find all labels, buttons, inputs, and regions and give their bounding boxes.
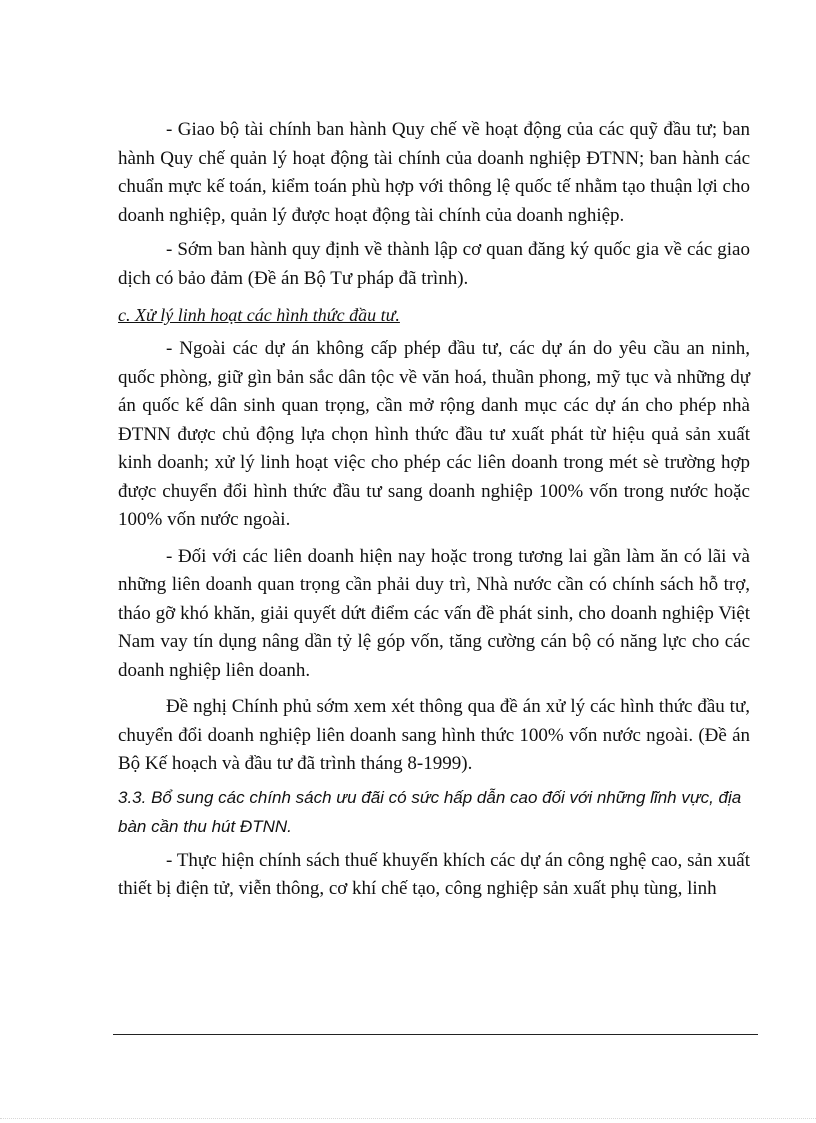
paragraph-secured-transactions: - Sớm ban hành quy định về thành lập cơ quan đăng ký quốc gia về các giao dịch có bảo đảm (Đề án Bộ Tư pháp đã trình). (118, 239, 750, 289)
page-bottom-edge (0, 1118, 816, 1119)
footer-divider (113, 1034, 758, 1035)
paragraph-tax-incentives: - Thực hiện chính sách thuế khuyến khích các dự án công nghệ cao, sản xuất thiết bị điện tử, viễn thông, cơ khí chế tạo, công nghiệp sản xuất phụ tùng, linh (118, 849, 750, 899)
document-body (118, 116, 750, 910)
section-heading-c: c. Xử lý linh hoạt các hình thức đầu tư. (118, 305, 400, 325)
paragraph-investment-forms: - Ngoài các dự án không cấp phép đầu tư, các dự án do yêu cầu an ninh, quốc phòng, giữ gìn bản sắc dân tộc về văn hoá, thuần phong, mỹ tục và những dự án quốc kế dân sinh quan trọng, cần mở rộng danh mục các dự án cho phép nhà ĐTNN được chủ động lựa chọn hình thức đầu tư xuất phát từ hiệu quả sản xuất kinh doanh; xử lý linh hoạt việc cho phép các liên doanh trong mét sè trường hợp được chuyển đổi hình thức đầu tư sang doanh nghiệp 100% vốn trong nước hoặc 100% vốn nước ngoài. (118, 338, 750, 530)
paragraph-joint-ventures: - Đối với các liên doanh hiện nay hoặc trong tương lai gần làm ăn có lãi và những liên doanh quan trọng cần phải duy trì, Nhà nước cần có chính sách hỗ trợ, tháo gỡ khó khăn, giải quyết dứt điểm các vấn đề phát sinh, cho doanh nghiệp Việt Nam vay tín dụng nâng dần tỷ lệ góp vốn, tăng cường cán bộ có năng lực cho các doanh nghiệp liên doanh. (118, 545, 750, 681)
paragraph-finance-regulations: - Giao bộ tài chính ban hành Quy chế về hoạt động của các quỹ đầu tư; ban hành Quy chế quản lý hoạt động tài chính của doanh nghiệp ĐTNN; ban hành các chuẩn mực kế toán, kiểm toán phù hợp với thông lệ quốc tế nhằm tạo thuận lợi cho doanh nghiệp, quản lý được hoạt động tài chính của doanh nghiệp. (118, 119, 750, 226)
section-heading-3-3: 3.3. Bổ sung các chính sách ưu đãi có sức hấp dẫn cao đối với những lĩnh vực, địa bàn cần thu hút ĐTNN. (118, 787, 742, 836)
paragraph-government-proposal: Đề nghị Chính phủ sớm xem xét thông qua đề án xử lý các hình thức đầu tư, chuyển đổi doanh nghiệp liên doanh sang hình thức 100% vốn nước ngoài. (Đề án Bộ Kế hoạch và đầu tư đã trình tháng 8-1999). (118, 696, 750, 774)
